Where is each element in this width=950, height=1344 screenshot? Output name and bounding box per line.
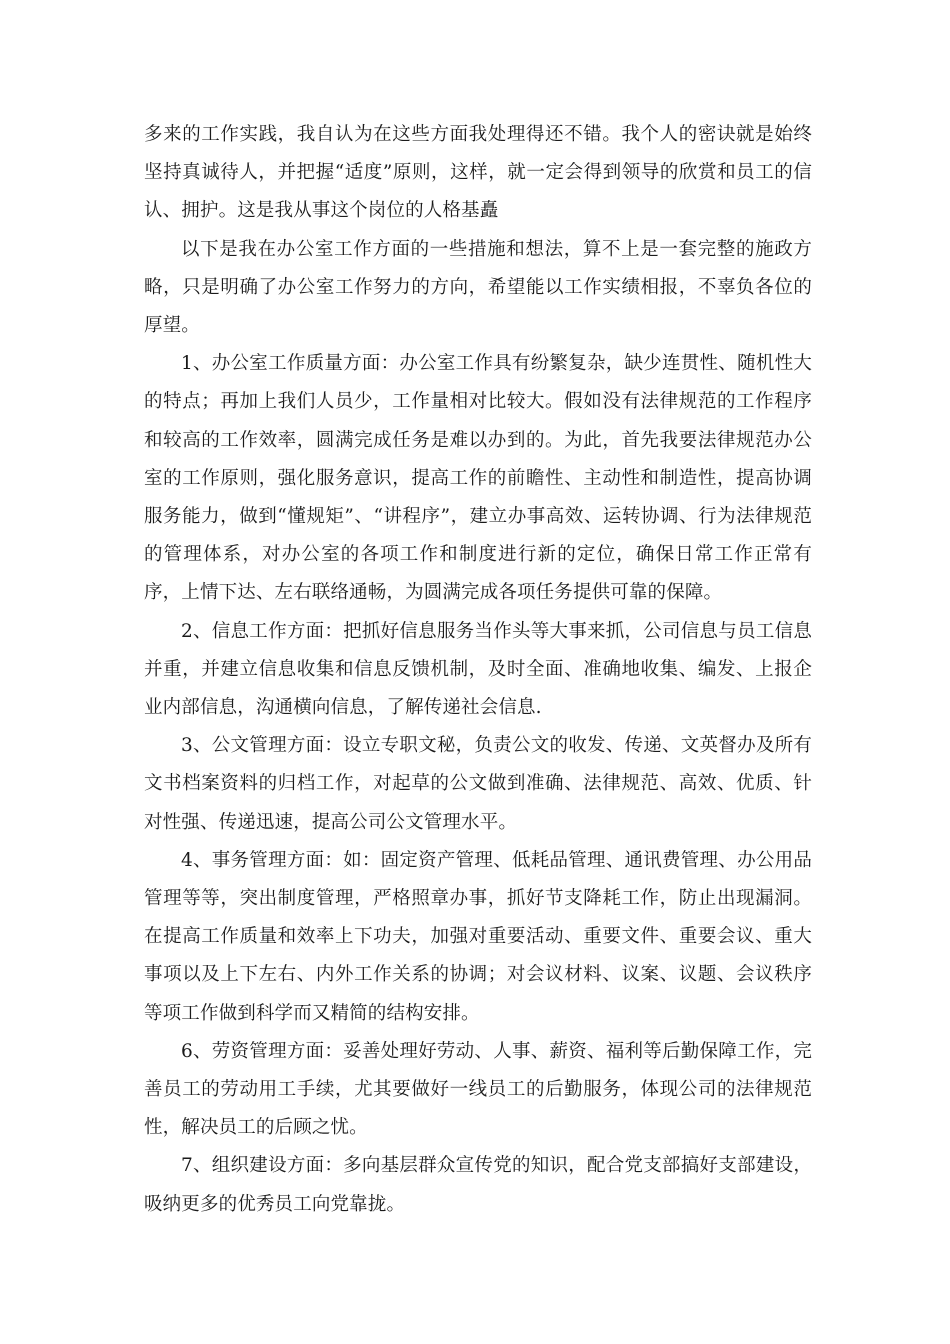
paragraph-labor-management: 6、劳资管理方面：妥善处理好劳动、人事、薪资、福利等后勤保障工作，完善员工的劳动用工手续，尤其要做好一线员工的后勤服务，体现公司的法律规范性，解决员工的后顾之忧。 bbox=[144, 1040, 812, 1139]
paragraph-information-work: 2、信息工作方面：把抓好信息服务当作头等大事来抓，公司信息与员工信息并重，并建立信息收集和信息反馈机制，及时全面、准确地收集、编发、上报企业内部信息，沟通横向信息，了解传递社会信息. bbox=[144, 620, 812, 719]
paragraph-affairs-management: 4、事务管理方面：如：固定资产管理、低耗品管理、通讯费管理、办公用品管理等等，突出制度管理，严格照章办事，抓好节支降耗工作，防止出现漏洞。在提高工作质量和效率上下功夫，加强对重要活动、重要文件、重要会议、重大事项以及上下左右、内外工作关系的协调；对会议材料、议案、议题、会议秩序等项工作做到科学而又精简的结构安排。 bbox=[144, 849, 812, 1024]
paragraph-organization-building: 7、组织建设方面：多向基层群众宣传党的知识，配合党支部搞好支部建设，吸纳更多的优秀员工向党靠拢。 bbox=[144, 1155, 812, 1215]
paragraph-intro: 以下是我在办公室工作方面的一些措施和想法，算不上是一套完整的施政方略，只是明确了办公室工作努力的方向，希望能以工作实绩相报，不辜负各位的厚望。 bbox=[144, 238, 812, 337]
document-body bbox=[144, 116, 812, 1224]
paragraph-document-management: 3、公文管理方面：设立专职文秘，负责公文的收发、传递、文英督办及所有文书档案资料的归档工作，对起草的公文做到准确、法律规范、高效、优质、针对性强、传递迅速，提高公司公文管理水平。 bbox=[144, 735, 812, 833]
paragraph-continuation: 多来的工作实践，我自认为在这些方面我处理得还不错。我个人的密诀就是始终坚持真诚待人，并把握“适度”原则，这样，就一定会得到领导的欣赏和员工的信认、拥护。这是我从事这个岗位的人格基矗 bbox=[144, 124, 812, 222]
paragraph-office-quality: 1、办公室工作质量方面：办公室工作具有纷繁复杂，缺少连贯性、随机性大的特点；再加上我们人员少，工作量相对比较大。假如没有法律规范的工作程序和较高的工作效率，圆满完成任务是难以办到的。为此，首先我要法律规范办公室的工作原则，强化服务意识，提高工作的前瞻性、主动性和制造性，提高协调服务能力，做到“懂规矩”、“讲程序”，建立办事高效、运转协调、行为法律规范的管理体系，对办公室的各项工作和制度进行新的定位，确保日常工作正常有序，上情下达、左右联络通畅，为圆满完成各项任务提供可靠的保障。 bbox=[144, 353, 812, 604]
